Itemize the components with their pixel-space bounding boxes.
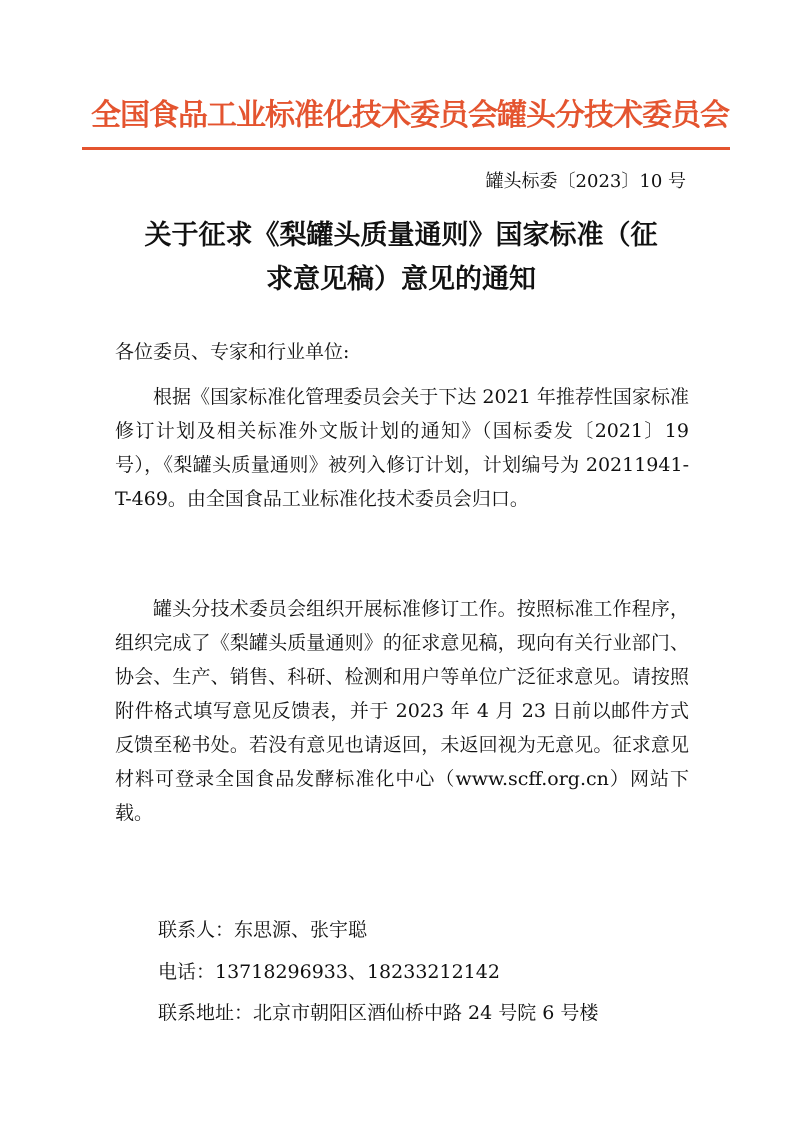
notice-title-line-1: 关于征求《梨罐头质量通则》国家标准（征 bbox=[144, 220, 658, 251]
contact-persons: 联系人：东思源、张宇聪 bbox=[158, 919, 368, 941]
notice-title bbox=[114, 214, 688, 302]
contact-address: 联系地址：北京市朝阳区酒仙桥中路 24 号院 6 号楼 bbox=[158, 1002, 599, 1024]
organization-title: 全国食品工业标准化技术委员会罐头分技术委员会 bbox=[91, 98, 729, 133]
salutation: 各位委员、专家和行业单位: bbox=[115, 341, 350, 363]
notice-title-line-2: 求意见稿）意见的通知 bbox=[266, 264, 536, 295]
letterhead-divider bbox=[82, 147, 730, 150]
contact-phone: 电话：13718296933、18233212142 bbox=[158, 961, 500, 983]
document-number: 罐头标委〔2023〕10 号 bbox=[485, 171, 686, 192]
body-paragraph-2: 罐头分技术委员会组织开展标准修订工作。按照标准工作程序，组织完成了《梨罐头质量通则》的征求意见稿，现向有关行业部门、协会、生产、销售、科研、检测和用户等单位广泛征求意见。请按照附件格式填写意见反馈表，并于 2023 年 4 月 23 日前以邮件方式反馈至秘书处。若没有意见也请返回，未返回视为无意见。征求意见材料可登录全国食品发酵标准化中心（www.scff.org.cn）网站下载。 bbox=[115, 598, 689, 824]
body-paragraph-1: 根据《国家标准化管理委员会关于下达 2021 年推荐性国家标准修订计划及相关标准外文版计划的通知》（国标委发〔2021〕19 号），《梨罐头质量通则》被列入修订计划，计划编号为 20211941-T-469。由全国食品工业标准化技术委员会归口。 bbox=[115, 386, 689, 510]
